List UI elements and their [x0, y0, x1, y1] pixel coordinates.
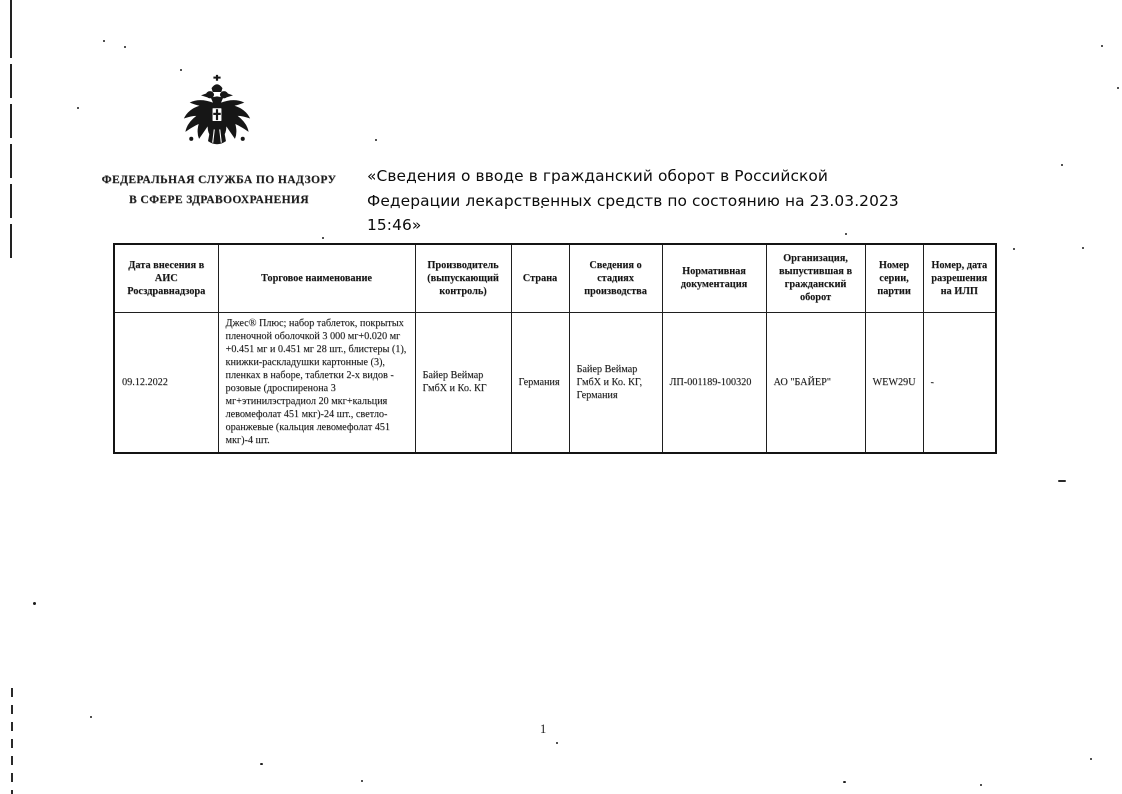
cell-batch-number: WEW29U [865, 312, 923, 453]
column-header-trade-name: Торговое наименование [218, 244, 415, 312]
cell-country: Германия [511, 312, 569, 453]
drug-circulation-table [113, 243, 997, 454]
column-header-batch-number: Номер серии, партии [865, 244, 923, 312]
scan-edge-line [10, 0, 12, 58]
coat-of-arms-eagle-icon [178, 74, 256, 160]
column-header-date: Дата внесения в АИС Росздравнадзора [114, 244, 218, 312]
page-number: 1 [540, 722, 547, 736]
agency-name [100, 170, 338, 210]
column-header-ilp-permission: Номер, дата разрешения на ИЛП [923, 244, 996, 312]
cell-manufacturer: Байер Веймар ГмбХ и Ко. КГ [415, 312, 511, 453]
agency-name-line2: В СФЕРЕ ЗДРАВООХРАНЕНИЯ [129, 194, 309, 206]
header-row [114, 244, 996, 312]
column-header-organization: Организация, выпустившая в гражданский оборот [766, 244, 865, 312]
cell-date: 09.12.2022 [114, 312, 218, 453]
column-header-country: Страна [511, 244, 569, 312]
cell-trade-name: Джес® Плюс; набор таблеток, покрытых пленочной оболочкой 3 000 мг+0.020 мг +0.451 мг и 0.451 мг 28 шт., блистеры (1), книжки-раскладушки картонные (3), пленках в наборе, таблетки 2-х видов - розовые (дроспиренона 3 мг+этинилэстрадиол 20 мкг+кальция левомефолат 451 мкг)-24 шт., светло-оранжевые (кальция левомефолат 451 мкг)-4 шт. [218, 312, 415, 453]
cell-production-stages: Байер Веймар ГмбХ и Ко. КГ, Германия [569, 312, 662, 453]
agency-name-line1: ФЕДЕРАЛЬНАЯ СЛУЖБА ПО НАДЗОРУ [101, 174, 337, 186]
table-row [114, 312, 996, 453]
cell-ilp-permission: - [923, 312, 996, 453]
scan-edge-line [11, 688, 13, 794]
scan-edge-line [10, 64, 12, 260]
cell-organization: АО "БАЙЕР" [766, 312, 865, 453]
table-header [114, 244, 996, 312]
column-header-manufacturer: Производитель (выпускающий контроль) [415, 244, 511, 312]
column-header-regulatory-doc: Нормативная документация [662, 244, 766, 312]
cell-regulatory-doc: ЛП-001189-100320 [662, 312, 766, 453]
column-header-production-stages: Сведения о стадиях производства [569, 244, 662, 312]
document-title: «Сведения о вводе в гражданский оборот в Российской Федерации лекарственных средств по состоянию на 23.03.2023 15:46» [367, 167, 899, 234]
